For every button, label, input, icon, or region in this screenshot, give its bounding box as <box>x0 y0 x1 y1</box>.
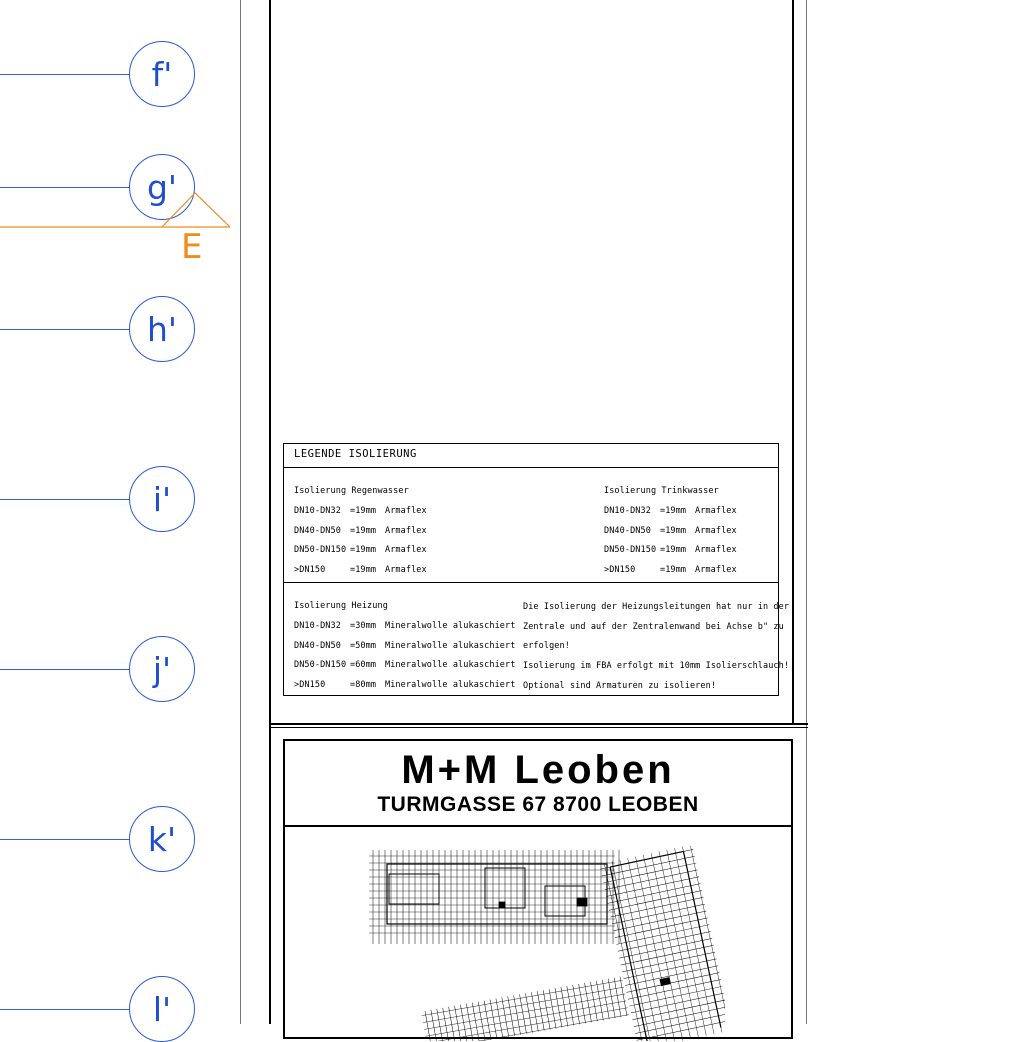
company-name: M+M Leoben <box>401 748 675 792</box>
axis-bubble-k[interactable]: k' <box>129 806 195 872</box>
trinkwasser-range-3: DN50-DN150 <box>604 545 657 555</box>
sheet-border-right-thin <box>806 0 807 1024</box>
trinkwasser-material-4: Armaflex <box>695 565 737 575</box>
section-label: E <box>181 227 203 267</box>
title-separator <box>269 723 808 725</box>
axis-line-l <box>0 1009 130 1010</box>
title-block <box>283 739 793 1039</box>
legend-note-5: Optional sind Armaturen zu isolieren! <box>523 681 717 691</box>
regenwasser-range-4: >DN150 <box>294 565 326 575</box>
legend-section-divider <box>284 582 778 583</box>
legend-note-4: Isolierung im FBA erfolgt mit 10mm Isolierschlauch! <box>523 661 790 671</box>
heizung-material-4: Mineralwolle alukaschiert <box>385 680 516 690</box>
heizung-value-4: =80mm <box>350 680 377 690</box>
regenwasser-range-3: DN50-DN150 <box>294 545 347 555</box>
trinkwasser-range-4: >DN150 <box>604 565 636 575</box>
axis-bubble-f[interactable]: f' <box>129 41 195 107</box>
heizung-material-3: Mineralwolle alukaschiert <box>385 660 516 670</box>
heizung-material-2: Mineralwolle alukaschiert <box>385 641 516 651</box>
axis-line-k <box>0 839 130 840</box>
heizung-range-4: >DN150 <box>294 680 326 690</box>
axis-bubble-h[interactable]: h' <box>129 296 195 362</box>
axis-line-j <box>0 669 130 670</box>
legend-note-2: Zentrale und auf der Zentralenwand bei Achse b" zu <box>523 622 784 632</box>
trinkwasser-value-4: =19mm <box>660 565 687 575</box>
site-plan-thumbnail <box>365 846 725 1041</box>
heizung-material-1: Mineralwolle alukaschiert <box>385 621 516 631</box>
section-marker-e[interactable] <box>0 185 240 265</box>
heizung-value-2: =50mm <box>350 641 377 651</box>
trinkwasser-value-3: =19mm <box>660 545 687 555</box>
section-arrow <box>162 193 230 227</box>
regenwasser-range-2: DN40-DN50 <box>294 526 341 536</box>
axis-line-f <box>0 74 130 75</box>
axis-bubble-l[interactable]: l' <box>129 976 195 1042</box>
regenwasser-material-1: Armaflex <box>385 506 427 516</box>
trinkwasser-value-2: =19mm <box>660 526 687 536</box>
axis-bubble-i[interactable]: i' <box>129 466 195 532</box>
regenwasser-heading: Isolierung Regenwasser <box>294 486 409 496</box>
regenwasser-material-2: Armaflex <box>385 526 427 536</box>
trinkwasser-heading: Isolierung Trinkwasser <box>604 486 719 496</box>
title-separator-thin <box>269 727 808 728</box>
axis-line-i <box>0 499 130 500</box>
axis-bubble-g[interactable]: g' <box>129 154 195 220</box>
axis-line-h <box>0 329 130 330</box>
heizung-range-3: DN50-DN150 <box>294 660 347 670</box>
sheet-border-left <box>269 0 271 1024</box>
heizung-range-2: DN40-DN50 <box>294 641 341 651</box>
insulation-legend <box>283 443 790 696</box>
regenwasser-value-1: =19mm <box>350 506 377 516</box>
sheet-border-right <box>792 0 794 724</box>
regenwasser-value-4: =19mm <box>350 565 377 575</box>
regenwasser-range-1: DN10-DN32 <box>294 506 341 516</box>
trinkwasser-range-1: DN10-DN32 <box>604 506 651 516</box>
regenwasser-material-3: Armaflex <box>385 545 427 555</box>
legend-note-1: Die Isolierung der Heizungsleitungen hat nur in der <box>523 602 790 612</box>
heizung-heading: Isolierung Heizung <box>294 601 388 611</box>
legend-title: LEGENDE ISOLIERUNG <box>294 448 417 460</box>
legend-title-divider <box>284 467 778 468</box>
trinkwasser-value-1: =19mm <box>660 506 687 516</box>
axis-bubble-j[interactable]: j' <box>129 636 195 702</box>
regenwasser-value-3: =19mm <box>350 545 377 555</box>
trinkwasser-material-1: Armaflex <box>695 506 737 516</box>
legend-note-3: erfolgen! <box>523 641 570 651</box>
trinkwasser-material-2: Armaflex <box>695 526 737 536</box>
regenwasser-material-4: Armaflex <box>385 565 427 575</box>
sheet-border-left-thin <box>240 0 241 1024</box>
regenwasser-value-2: =19mm <box>350 526 377 536</box>
heizung-value-1: =30mm <box>350 621 377 631</box>
title-block-divider <box>285 825 791 827</box>
heizung-range-1: DN10-DN32 <box>294 621 341 631</box>
trinkwasser-range-2: DN40-DN50 <box>604 526 651 536</box>
company-address: TURMGASSE 67 8700 LEOBEN <box>377 793 699 816</box>
heizung-value-3: =60mm <box>350 660 377 670</box>
trinkwasser-material-3: Armaflex <box>695 545 737 555</box>
